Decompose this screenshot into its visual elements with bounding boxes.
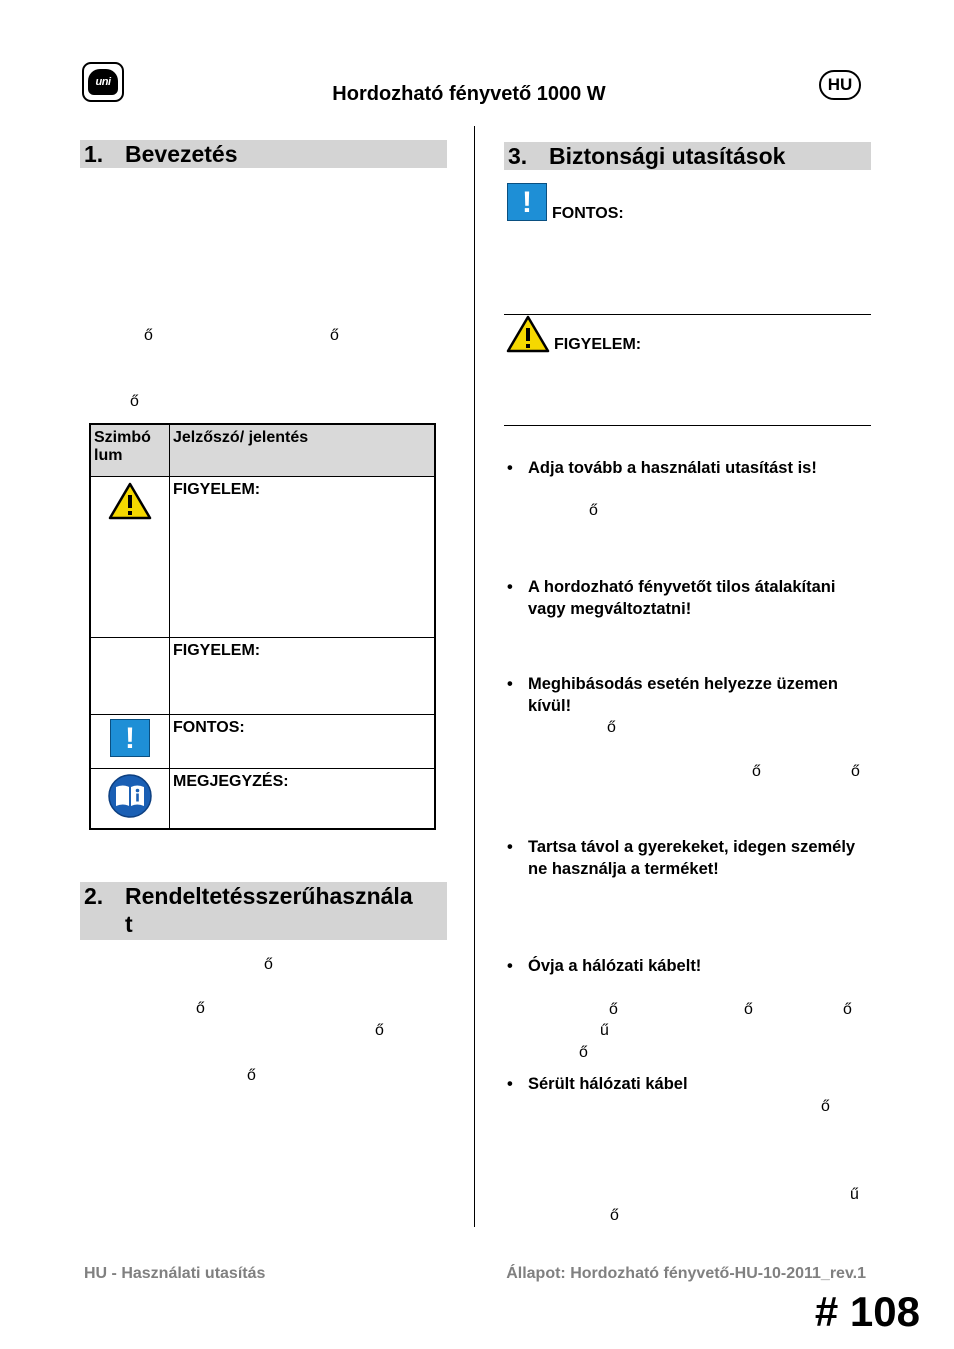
stray-glyph: ő — [247, 1067, 256, 1084]
stray-glyph: ű — [850, 1186, 859, 1203]
list-item — [507, 1073, 869, 1095]
list-item — [507, 576, 869, 620]
list-item-text: A hordozható fényvetőt tilos átalakítani vagy megváltoztatni! — [528, 578, 836, 618]
manual-book-icon — [107, 773, 153, 819]
stray-glyph: ő — [609, 1001, 618, 1018]
page-number: # 108 — [814, 1288, 920, 1335]
bullet-dot: • — [507, 957, 513, 975]
stray-glyph: ő — [579, 1044, 588, 1061]
horizontal-rule — [504, 314, 871, 315]
stray-glyph: ű — [600, 1022, 609, 1039]
table-cell-label: FIGYELEM: — [170, 637, 436, 714]
section-2-heading — [80, 882, 447, 940]
list-item — [507, 457, 869, 479]
stray-glyph: ő — [851, 763, 860, 780]
stray-glyph: ő — [821, 1098, 830, 1115]
document-title: Hordozható fényvető 1000 W — [332, 83, 606, 105]
bullet-dot: • — [507, 675, 513, 693]
footer-right: Állapot: Hordozható fényvető-HU-10-2011_rev.1 — [506, 1265, 866, 1282]
table-row — [90, 637, 435, 714]
warning-triangle-icon — [506, 314, 550, 354]
stray-glyph: ő — [744, 1001, 753, 1018]
bullet-dot: • — [507, 459, 513, 477]
table-header-row — [90, 424, 435, 476]
table-header-meaning: Jelzőszó/ jelentés — [170, 424, 436, 476]
stray-glyph: ő — [843, 1001, 852, 1018]
section-1-number: 1. — [84, 141, 104, 167]
brand-logo-text: uni — [88, 69, 118, 95]
section-3-heading — [504, 142, 871, 170]
section-3-title: Biztonsági utasítások — [549, 143, 786, 169]
table-row — [90, 476, 435, 637]
table-cell-label: FIGYELEM: — [170, 476, 436, 637]
stray-glyph: ő — [130, 393, 139, 410]
column-divider — [474, 126, 475, 1227]
table-row — [90, 714, 435, 768]
list-item — [507, 836, 869, 880]
table-header-symbol: Szimbó lum — [90, 424, 170, 476]
warning-label: FIGYELEM: — [554, 336, 642, 353]
warning-triangle-icon — [108, 481, 152, 521]
bullet-dot: • — [507, 578, 513, 596]
section-3-number: 3. — [508, 143, 528, 169]
table-row — [90, 768, 435, 829]
stray-glyph: ő — [196, 1000, 205, 1017]
horizontal-rule — [504, 425, 871, 426]
table-cell-symbol — [90, 768, 170, 829]
section-2-number: 2. — [84, 883, 104, 909]
stray-glyph: ő — [610, 1207, 619, 1224]
symbol-table — [89, 423, 436, 830]
list-item-text: Óvja a hálózati kábelt! — [528, 957, 702, 975]
section-1-title: Bevezetés — [125, 141, 238, 167]
list-item — [507, 673, 869, 717]
table-cell-symbol — [90, 714, 170, 768]
language-badge: HU — [819, 70, 861, 100]
stray-glyph: ő — [330, 327, 339, 344]
section-2-title-line2: t — [125, 911, 133, 937]
table-cell-symbol — [90, 637, 170, 714]
table-cell-label: FONTOS: — [170, 714, 436, 768]
section-1-heading — [80, 140, 447, 168]
stray-glyph: ő — [375, 1022, 384, 1039]
list-item-text: Sérült hálózati kábel — [528, 1075, 688, 1093]
info-exclamation-icon: ! — [110, 719, 150, 757]
stray-glyph: ő — [264, 956, 273, 973]
stray-glyph: ő — [607, 719, 616, 736]
footer-left: HU - Használati utasítás — [84, 1265, 266, 1282]
stray-glyph: ő — [752, 763, 761, 780]
info-exclamation-icon: ! — [507, 183, 547, 221]
bullet-dot: • — [507, 838, 513, 856]
list-item — [507, 955, 869, 977]
list-item-text: Tartsa távol a gyerekeket, idegen személy ne használja a terméket! — [528, 838, 856, 878]
stray-glyph: ő — [589, 502, 598, 519]
section-2-title-line1: Rendeltetésszerűhasznála — [125, 883, 413, 909]
stray-glyph: ő — [144, 327, 153, 344]
bullet-dot: • — [507, 1075, 513, 1093]
list-item-text: Adja tovább a használati utasítást is! — [528, 459, 817, 477]
list-item-text: Meghibásodás esetén helyezze üzemen kívül! — [528, 675, 838, 715]
table-cell-symbol — [90, 476, 170, 637]
table-cell-label: MEGJEGYZÉS: — [170, 768, 436, 829]
important-label: FONTOS: — [552, 205, 624, 222]
